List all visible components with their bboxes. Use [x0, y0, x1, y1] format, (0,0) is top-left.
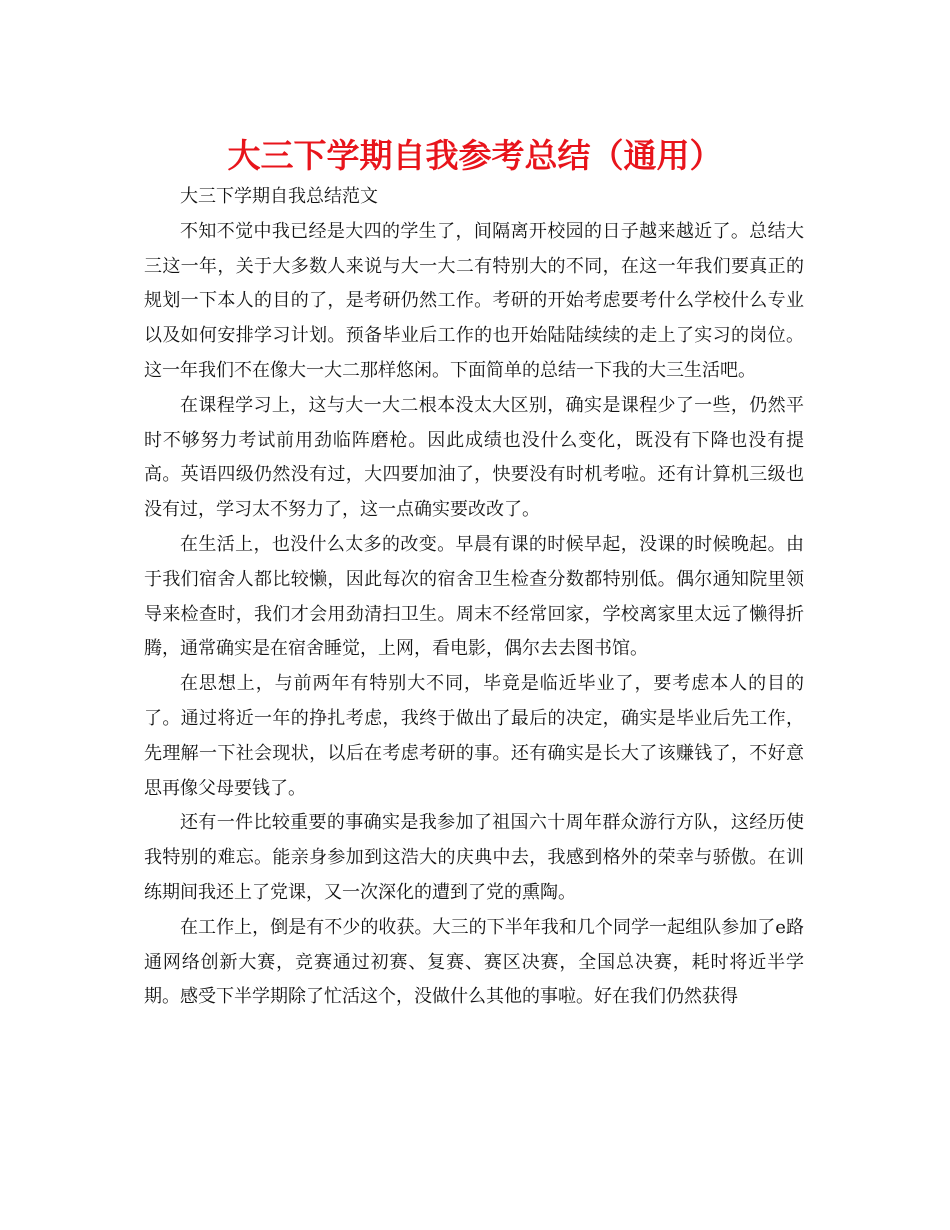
paragraph-work: 在工作上，倒是有不少的收获。大三的下半年我和几个同学一起组队参加了e路通网络创新大赛，竞赛通过初赛、复赛、赛区决赛，全国总决赛，耗时将近半学期。感受下半学期除了忙活这个，没做什么其他的事啦。好在我们仍然获得 — [144, 916, 804, 1008]
paragraph-study: 在课程学习上，这与大一大二根本没太大区别，确实是课程少了一些，仍然平时不够努力考试前用劲临阵磨枪。因此成绩也没什么变化，既没有下降也没有提高。英语四级仍然没有过，大四要加油了，快要没有时机考啦。还有计算机三级也没有过，学习太不努力了，这一点确实要改改了。 — [144, 394, 804, 521]
paragraph-parade: 还有一件比较重要的事确实是我参加了祖国六十周年群众游行方队，这经历使我特别的难忘。能亲身参加到这浩大的庆典中去，我感到格外的荣幸与骄傲。在训练期间我还上了党课，又一次深化的遭到了党的熏陶。 — [144, 812, 804, 903]
paragraph-intro: 不知不觉中我已经是大四的学生了，间隔离开校园的日子越来越近了。总结大三这一年，关于大多数人来说与大一大二有特别大的不同，在这一年我们要真正的规划一下本人的目的了，是考研仍然工作。考研的开始考虑要考什么学校什么专业以及如何安排学习计划。预备毕业后工作的也开始陆陆续续的走上了实习的岗位。这一年我们不在像大一大二那样悠闲。下面简单的总结一下我的大三生活吧。 — [144, 220, 804, 381]
paragraph-life: 在生活上，也没什么太多的改变。早晨有课的时候早起，没课的时候晚起。由于我们宿舍人都比较懒，因此每次的宿舍卫生检查分数都特别低。偶尔通知院里领导来检查时，我们才会用劲清扫卫生。周末不经常回家，学校离家里太远了懒得折腾，通常确实是在宿舍睡觉，上网，看电影，偶尔去去图书馆。 — [144, 533, 804, 660]
document-subtitle: 大三下学期自我总结范文 — [180, 186, 378, 207]
paragraph-thought: 在思想上，与前两年有特别大不同，毕竟是临近毕业了，要考虑本人的目的了。通过将近一年的挣扎考虑，我终于做出了最后的决定，确实是毕业后先工作，先理解一下社会现状，以后在考虑考研的事。还有确实是长大了该赚钱了，不好意思再像父母要钱了。 — [144, 673, 804, 799]
document-title: 大三下学期自我参考总结（通用） — [227, 136, 723, 175]
document-body — [144, 180, 804, 1015]
